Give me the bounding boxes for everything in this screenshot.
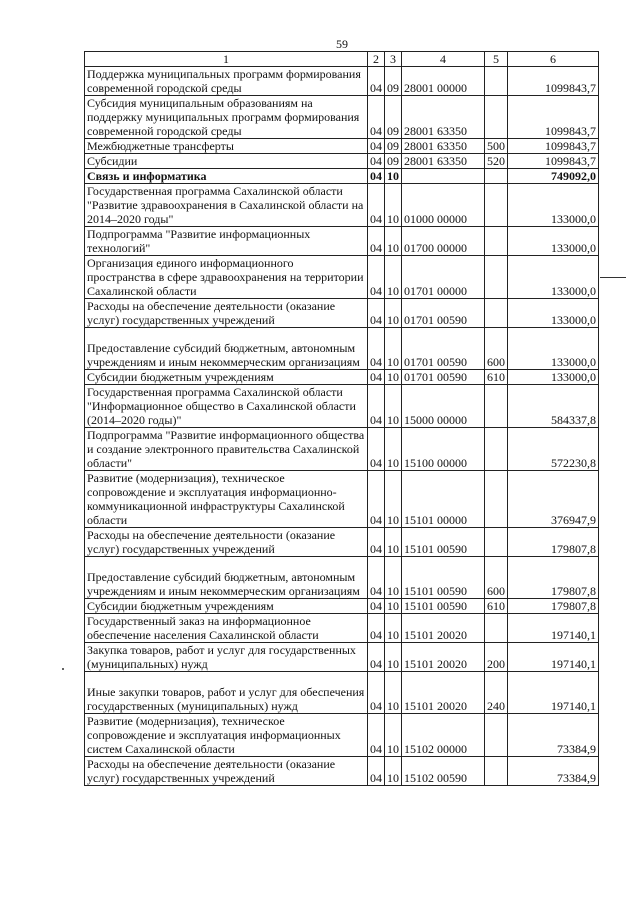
- row-name: Межбюджетные трансферты: [85, 139, 368, 154]
- row-razdel: 04: [368, 428, 385, 471]
- row-name: Подпрограмма "Развитие информационного общества и создание электронного правительства Сахалинской области": [85, 428, 368, 471]
- row-razdel: 04: [368, 139, 385, 154]
- row-razdel: 04: [368, 154, 385, 169]
- row-amount: 133000,0: [508, 227, 599, 256]
- budget-table: [84, 51, 599, 786]
- table-row: [85, 169, 599, 184]
- row-expense-type: [485, 471, 508, 528]
- table-row: [85, 328, 599, 370]
- row-expense-type: [485, 227, 508, 256]
- row-expense-type: [485, 385, 508, 428]
- column-number: 3: [385, 52, 402, 67]
- row-razdel: 04: [368, 370, 385, 385]
- row-amount: 133000,0: [508, 370, 599, 385]
- row-podrazdel: 10: [385, 643, 402, 672]
- table-row: [85, 557, 599, 599]
- row-target-article: 15102 00000: [402, 714, 485, 757]
- row-razdel: 04: [368, 557, 385, 599]
- table-row: [85, 714, 599, 757]
- row-razdel: 04: [368, 227, 385, 256]
- row-expense-type: 500: [485, 139, 508, 154]
- row-podrazdel: 10: [385, 599, 402, 614]
- row-amount: 572230,8: [508, 428, 599, 471]
- row-podrazdel: 10: [385, 557, 402, 599]
- row-podrazdel: 10: [385, 757, 402, 786]
- table-row: [85, 428, 599, 471]
- row-razdel: 04: [368, 328, 385, 370]
- row-expense-type: [485, 528, 508, 557]
- row-expense-type: [485, 757, 508, 786]
- table-row: [85, 757, 599, 786]
- row-razdel: 04: [368, 385, 385, 428]
- row-name: Связь и информатика: [85, 169, 368, 184]
- column-number-row: [85, 52, 599, 67]
- row-expense-type: 520: [485, 154, 508, 169]
- row-podrazdel: 10: [385, 227, 402, 256]
- row-razdel: 04: [368, 599, 385, 614]
- row-razdel: 04: [368, 672, 385, 714]
- row-expense-type: 200: [485, 643, 508, 672]
- row-podrazdel: 10: [385, 256, 402, 299]
- row-razdel: 04: [368, 714, 385, 757]
- row-name: Государственный заказ на информационное обеспечение населения Сахалинской области: [85, 614, 368, 643]
- row-amount: 1099843,7: [508, 96, 599, 139]
- row-target-article: 01700 00000: [402, 227, 485, 256]
- row-razdel: 04: [368, 614, 385, 643]
- row-name: Государственная программа Сахалинской области "Развитие здравоохранения в Сахалинской области на 2014–2020 годы": [85, 184, 368, 227]
- row-amount: 1099843,7: [508, 139, 599, 154]
- row-name: Иные закупки товаров, работ и услуг для обеспечения государственных (муниципальных) нужд: [85, 672, 368, 714]
- row-expense-type: [485, 428, 508, 471]
- row-name: Субсидия муниципальным образованиям на поддержку муниципальных программ формирования современной городской среды: [85, 96, 368, 139]
- row-expense-type: [485, 184, 508, 227]
- row-amount: 1099843,7: [508, 154, 599, 169]
- table-row: [85, 599, 599, 614]
- table-row: [85, 256, 599, 299]
- row-expense-type: 610: [485, 370, 508, 385]
- row-razdel: 04: [368, 643, 385, 672]
- row-expense-type: [485, 256, 508, 299]
- row-amount: 179807,8: [508, 528, 599, 557]
- row-name: Субсидии бюджетным учреждениям: [85, 599, 368, 614]
- row-razdel: 04: [368, 471, 385, 528]
- row-expense-type: [485, 96, 508, 139]
- row-name: Развитие (модернизация), техническое сопровождение и эксплуатация информационных систем Сахалинской области: [85, 714, 368, 757]
- row-podrazdel: 10: [385, 428, 402, 471]
- row-name: Расходы на обеспечение деятельности (оказание услуг) государственных учреждений: [85, 299, 368, 328]
- row-target-article: 01701 00590: [402, 370, 485, 385]
- row-name: Субсидии бюджетным учреждениям: [85, 370, 368, 385]
- row-target-article: 15102 00590: [402, 757, 485, 786]
- table-row: [85, 471, 599, 528]
- row-amount: 133000,0: [508, 256, 599, 299]
- margin-mark: [600, 277, 626, 278]
- row-podrazdel: 10: [385, 471, 402, 528]
- row-razdel: 04: [368, 757, 385, 786]
- row-target-article: 01701 00590: [402, 328, 485, 370]
- page-number: 59: [336, 37, 348, 51]
- row-podrazdel: 09: [385, 154, 402, 169]
- row-target-article: 15101 20020: [402, 672, 485, 714]
- table-row: [85, 67, 599, 96]
- row-name: Расходы на обеспечение деятельности (оказание услуг) государственных учреждений: [85, 757, 368, 786]
- column-number: 1: [85, 52, 368, 67]
- row-target-article: 15101 00590: [402, 528, 485, 557]
- row-expense-type: 240: [485, 672, 508, 714]
- row-target-article: 01701 00590: [402, 299, 485, 328]
- row-podrazdel: 09: [385, 67, 402, 96]
- row-expense-type: 610: [485, 599, 508, 614]
- row-podrazdel: 10: [385, 169, 402, 184]
- row-razdel: 04: [368, 184, 385, 227]
- row-target-article: 01701 00000: [402, 256, 485, 299]
- row-razdel: 04: [368, 528, 385, 557]
- row-amount: 197140,1: [508, 672, 599, 714]
- row-target-article: 28001 63350: [402, 96, 485, 139]
- table-row: [85, 139, 599, 154]
- row-target-article: 15101 00000: [402, 471, 485, 528]
- row-podrazdel: 10: [385, 672, 402, 714]
- row-expense-type: 600: [485, 557, 508, 599]
- row-razdel: 04: [368, 299, 385, 328]
- column-number: 4: [402, 52, 485, 67]
- row-target-article: 01000 00000: [402, 184, 485, 227]
- row-target-article: 28001 63350: [402, 154, 485, 169]
- row-name: Субсидии: [85, 154, 368, 169]
- table-row: [85, 370, 599, 385]
- row-amount: 179807,8: [508, 599, 599, 614]
- row-amount: 749092,0: [508, 169, 599, 184]
- row-amount: 73384,9: [508, 757, 599, 786]
- row-target-article: 15101 20020: [402, 643, 485, 672]
- row-target-article: 15101 00590: [402, 557, 485, 599]
- row-name: Развитие (модернизация), техническое сопровождение и эксплуатация информационно-коммуникационной инфраструктуры Сахалинской области: [85, 471, 368, 528]
- column-number: 6: [508, 52, 599, 67]
- row-target-article: 15101 00590: [402, 599, 485, 614]
- row-target-article: 15100 00000: [402, 428, 485, 471]
- row-expense-type: [485, 714, 508, 757]
- row-amount: 133000,0: [508, 184, 599, 227]
- row-target-article: [402, 169, 485, 184]
- row-expense-type: [485, 67, 508, 96]
- row-amount: 133000,0: [508, 328, 599, 370]
- row-podrazdel: 10: [385, 184, 402, 227]
- row-target-article: 15101 20020: [402, 614, 485, 643]
- budget-table-body: [85, 52, 599, 786]
- column-number: 2: [368, 52, 385, 67]
- row-name: Государственная программа Сахалинской области "Информационное общество в Сахалинской области (2014–2020 годы)": [85, 385, 368, 428]
- row-razdel: 04: [368, 256, 385, 299]
- row-amount: 584337,8: [508, 385, 599, 428]
- row-podrazdel: 10: [385, 299, 402, 328]
- row-amount: 73384,9: [508, 714, 599, 757]
- row-name: Расходы на обеспечение деятельности (оказание услуг) государственных учреждений: [85, 528, 368, 557]
- row-amount: 376947,9: [508, 471, 599, 528]
- row-amount: 1099843,7: [508, 67, 599, 96]
- row-amount: 179807,8: [508, 557, 599, 599]
- row-expense-type: 600: [485, 328, 508, 370]
- table-row: [85, 528, 599, 557]
- row-podrazdel: 10: [385, 528, 402, 557]
- row-name: Предоставление субсидий бюджетным, автономным учреждениям и иным некоммерческим организациям: [85, 328, 368, 370]
- table-row: [85, 672, 599, 714]
- row-podrazdel: 10: [385, 714, 402, 757]
- row-razdel: 04: [368, 169, 385, 184]
- row-razdel: 04: [368, 96, 385, 139]
- row-name: Предоставление субсидий бюджетным, автономным учреждениям и иным некоммерческим организациям: [85, 557, 368, 599]
- row-name: Закупка товаров, работ и услуг для государственных (муниципальных) нужд: [85, 643, 368, 672]
- row-podrazdel: 10: [385, 370, 402, 385]
- row-target-article: 28001 00000: [402, 67, 485, 96]
- row-amount: 197140,1: [508, 643, 599, 672]
- table-row: [85, 96, 599, 139]
- row-expense-type: [485, 299, 508, 328]
- table-row: [85, 227, 599, 256]
- table-row: [85, 614, 599, 643]
- table-row: [85, 184, 599, 227]
- row-podrazdel: 09: [385, 139, 402, 154]
- row-razdel: 04: [368, 67, 385, 96]
- row-amount: 197140,1: [508, 614, 599, 643]
- table-row: [85, 643, 599, 672]
- margin-mark: [62, 668, 64, 670]
- table-row: [85, 299, 599, 328]
- row-podrazdel: 10: [385, 614, 402, 643]
- table-row: [85, 154, 599, 169]
- row-podrazdel: 10: [385, 385, 402, 428]
- row-target-article: 15000 00000: [402, 385, 485, 428]
- row-target-article: 28001 63350: [402, 139, 485, 154]
- table-row: [85, 385, 599, 428]
- row-expense-type: [485, 614, 508, 643]
- row-podrazdel: 10: [385, 328, 402, 370]
- row-amount: 133000,0: [508, 299, 599, 328]
- row-name: Подпрограмма "Развитие информационных технологий": [85, 227, 368, 256]
- column-number: 5: [485, 52, 508, 67]
- row-podrazdel: 09: [385, 96, 402, 139]
- row-expense-type: [485, 169, 508, 184]
- row-name: Организация единого информационного пространства в сфере здравоохранения на территории Сахалинской области: [85, 256, 368, 299]
- row-name: Поддержка муниципальных программ формирования современной городской среды: [85, 67, 368, 96]
